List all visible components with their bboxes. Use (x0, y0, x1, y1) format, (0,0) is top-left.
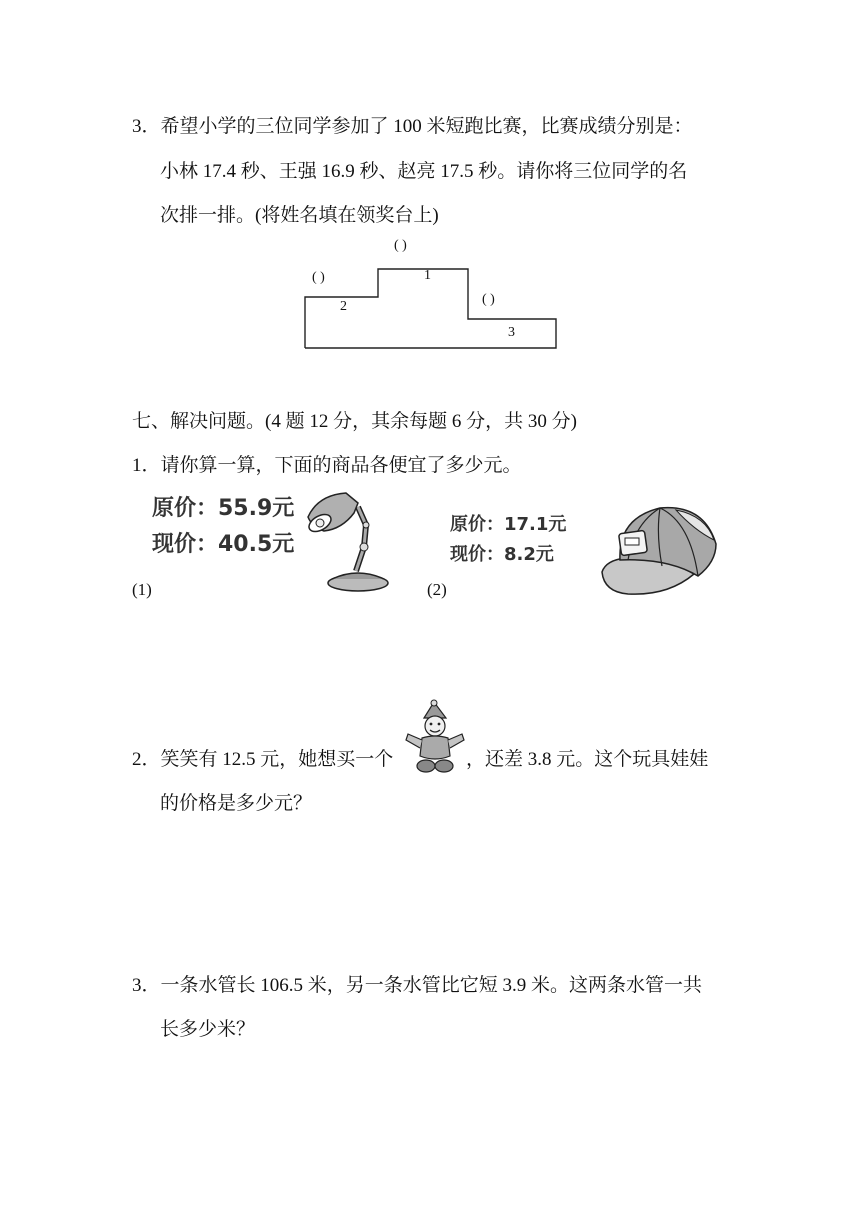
baseball-cap-icon (598, 500, 722, 598)
section7-heading: 七、解决问题。(4 题 12 分，其余每题 6 分，共 30 分) (132, 411, 577, 432)
podium-place-2: 2 (340, 299, 347, 314)
item1-original-price: 原价：55.9元 (152, 496, 295, 521)
q3-line1: 3．希望小学的三位同学参加了 100 米短跑比赛，比赛成绩分别是： (132, 116, 693, 137)
item2-current-price: 现价：8.2元 (450, 544, 554, 565)
podium-diagram (300, 236, 560, 351)
s7-q1-text: 1．请你算一算，下面的商品各便宜了多少元。 (132, 455, 522, 476)
s7-q2-text-after: ，还差 3.8 元。这个玩具娃娃 (466, 749, 709, 770)
podium-blank-1[interactable]: ( ) (394, 238, 407, 253)
s7-q3-line1: 3．一条水管长 106.5 米，另一条水管比它短 3.9 米。这两条水管一共 (132, 975, 703, 996)
s7-q3-line2: 长多少米？ (160, 1019, 256, 1040)
podium-place-3: 3 (508, 325, 515, 340)
item1-current-price: 现价：40.5元 (152, 532, 295, 557)
podium-blank-3[interactable]: ( ) (482, 292, 495, 307)
desk-lamp-icon (298, 485, 410, 595)
s7-q2-line2: 的价格是多少元？ (160, 793, 313, 814)
item2-number: (2) (427, 580, 447, 599)
q3-line2: 小林 17.4 秒、王强 16.9 秒、赵亮 17.5 秒。请你将三位同学的名 (160, 161, 688, 182)
toy-doll-icon (402, 700, 466, 776)
podium-blank-2[interactable]: ( ) (312, 270, 325, 285)
item1-number: (1) (132, 580, 152, 599)
item2-original-price: 原价：17.1元 (450, 514, 567, 535)
q3-line3: 次排一排。(将姓名填在领奖台上) (160, 205, 439, 226)
s7-q2-text-before: 2．笑笑有 12.5 元，她想买一个 (132, 749, 394, 770)
podium-place-1: 1 (424, 268, 431, 283)
